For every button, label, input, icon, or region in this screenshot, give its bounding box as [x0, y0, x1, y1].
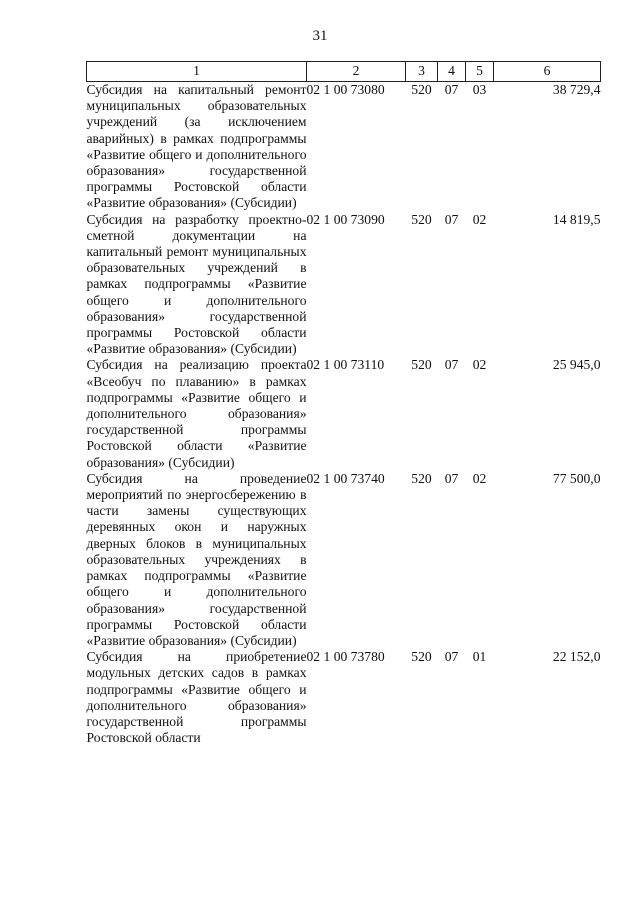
row-col5: 01 [472, 649, 487, 665]
row-col5: 02 [472, 211, 487, 227]
budget-table [86, 61, 601, 746]
column-header-6: 6 [494, 62, 601, 82]
column-header-2: 2 [307, 62, 406, 82]
row-col3: 520 [411, 82, 432, 97]
row-col4: 07 [444, 649, 459, 665]
row-amount: 77 500,0 [552, 470, 601, 486]
table-row [87, 471, 601, 649]
row-code: 02 1 00 73090 [306, 211, 385, 227]
row-amount: 14 819,5 [552, 211, 601, 227]
row-col5: 03 [472, 82, 487, 97]
row-description: Субсидия на реализацию проекта «Всеобуч по плаванию» в рамках подпрограммы «Развитие общего и дополнительного образования» государственной программы Ростовской области «Развитие образования» (Субсидии) [86, 357, 307, 470]
column-header-1: 1 [87, 62, 307, 82]
column-header-4: 4 [438, 62, 466, 82]
row-col3: 520 [411, 211, 432, 227]
row-description: Субсидия на разработку проектно-сметной документации на капитальный ремонт муниципальных образовательных учреждений в рамках подпрограммы «Развитие общего и дополнительного образования» государственной программы Ростовской области «Развитие образования» (Субсидии) [86, 211, 307, 357]
table-row [87, 82, 601, 212]
row-code: 02 1 00 73740 [306, 470, 385, 486]
row-amount: 25 945,0 [552, 357, 601, 373]
page-number: 31 [312, 28, 328, 44]
row-code: 02 1 00 73110 [306, 357, 385, 373]
table-row [87, 649, 601, 746]
row-col5: 02 [472, 470, 487, 486]
row-col3: 520 [411, 470, 432, 486]
row-col4: 07 [444, 357, 459, 373]
row-amount: 38 729,4 [552, 82, 601, 97]
row-description: Субсидия на капитальный ремонт муниципальных образовательных учреждений (за исключением аварийных) в рамках подпрограммы «Развитие общего и дополнительного образования» государственной программы Ростовской области «Развитие образования» (Субсидии) [86, 82, 307, 211]
column-header-5: 5 [466, 62, 494, 82]
row-description: Субсидия на приобретение модульных детских садов в рамках подпрограммы «Развитие общего и дополнительного образования» государственной программы Ростовской области [86, 649, 307, 746]
row-col4: 07 [444, 470, 459, 486]
row-col3: 520 [411, 649, 432, 665]
header-row [87, 62, 601, 82]
row-col4: 07 [444, 211, 459, 227]
row-col3: 520 [411, 357, 432, 373]
table-row [87, 357, 601, 470]
row-col4: 07 [444, 82, 459, 97]
row-description: Субсидия на проведение мероприятий по энергосбережению в части замены существующих деревянных окон и наружных дверных блоков в муниципальных образовательных учреждениях в рамках подпрограммы «Развитие общего и дополнительного образования» государственной программы Ростовской области «Развитие образования» (Субсидии) [86, 470, 307, 648]
row-code: 02 1 00 73780 [306, 649, 385, 665]
row-amount: 22 152,0 [552, 649, 601, 665]
table-row [87, 212, 601, 358]
column-header-3: 3 [406, 62, 438, 82]
row-code: 02 1 00 73080 [306, 82, 385, 97]
row-col5: 02 [472, 357, 487, 373]
